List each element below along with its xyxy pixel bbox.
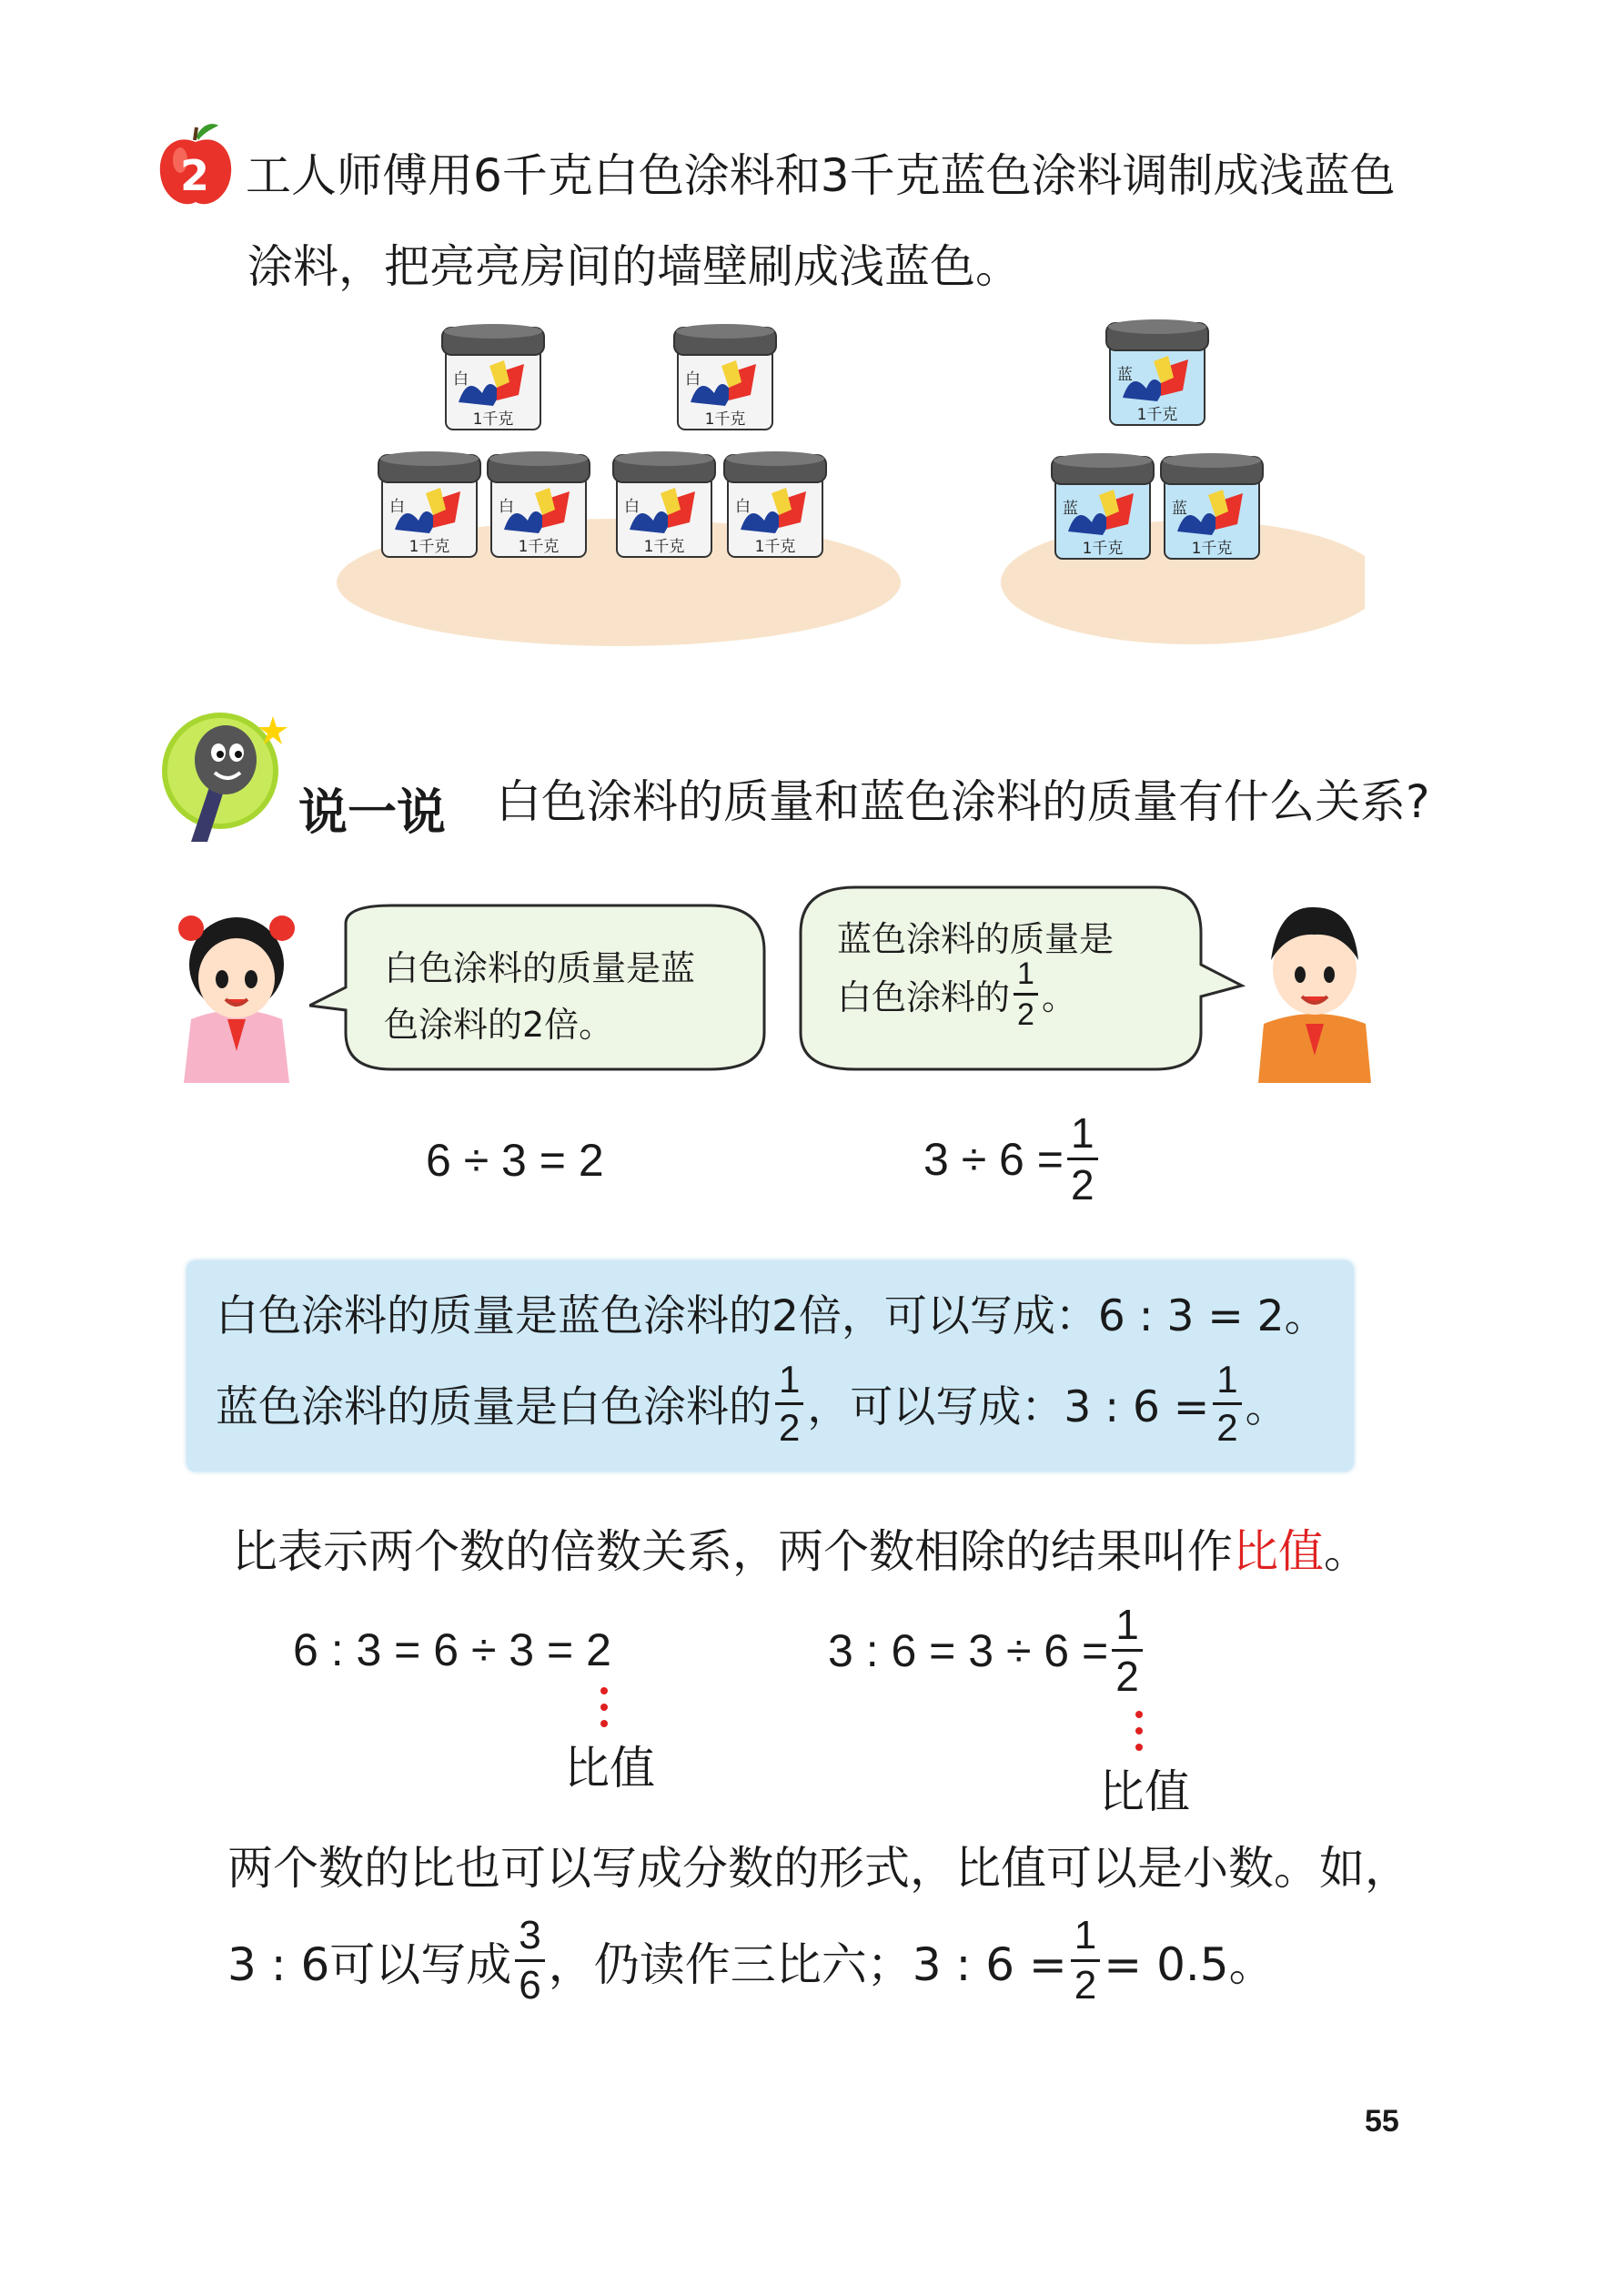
fraction-denominator: 6 — [519, 1963, 541, 2008]
can-weight-label: 1千克 — [472, 410, 514, 429]
can-color-label: 蓝 — [1172, 500, 1187, 518]
equation-3-div-6 — [923, 1109, 1102, 1209]
fraction-numerator: 1 — [1071, 1916, 1100, 1962]
paint-cans-illustration — [328, 319, 1365, 646]
can-color-label: 白 — [453, 370, 469, 389]
microphone-mascot-icon — [155, 705, 291, 851]
fraction-denominator: 2 — [1070, 1161, 1094, 1209]
equation-6-div-3: 6 ÷ 3 = 2 — [426, 1135, 604, 1186]
closing-line-2 — [227, 1913, 1275, 2008]
summary-line-2-text-a: 蓝色涂料的质量是白色涂料的 — [216, 1382, 772, 1432]
boy-bubble-fraction — [1014, 958, 1038, 1030]
girl-bubble-line-1: 白色涂料的质量是蓝 — [384, 948, 696, 988]
fraction-denominator: 2 — [1074, 1963, 1097, 2008]
blue-paint-can — [1161, 453, 1263, 559]
blue-paint-can — [1106, 319, 1208, 425]
closing-line-2-text-c: = 0.5。 — [1104, 1937, 1275, 1991]
boy-bubble-line-2: 白色涂料的 — [837, 977, 1011, 1017]
closing-line-2-text-a: 3 : 6可以写成 — [227, 1937, 512, 1991]
can-color-label: 蓝 — [1063, 500, 1078, 518]
fraction-denominator: 2 — [1115, 1653, 1139, 1700]
boy-bubble-line-1: 蓝色涂料的质量是 — [837, 919, 1115, 959]
problem-number-apple — [155, 120, 237, 211]
fraction-numerator: 1 — [1112, 1603, 1143, 1652]
definition-highlight-term: 比值 — [1233, 1525, 1324, 1578]
ratio-example-2 — [828, 1601, 1146, 1700]
fraction-denominator: 2 — [1216, 1406, 1238, 1449]
ratio-example-2-text: 3 : 6 = 3 ÷ 6 = — [828, 1624, 1109, 1676]
ratio-definition — [232, 1525, 1369, 1578]
girl-bubble-line-2: 色涂料的2倍。 — [384, 1005, 614, 1045]
girl-illustration — [173, 892, 300, 1083]
ratio-example-1-dots — [599, 1684, 610, 1738]
boy-speech-bubble — [792, 878, 1246, 1083]
can-weight-label: 1千克 — [518, 538, 560, 556]
definition-end: 。 — [1324, 1525, 1369, 1578]
can-weight-label: 1千克 — [643, 538, 685, 556]
ratio-example-2-dots — [1134, 1707, 1145, 1762]
fraction-numerator: 1 — [1014, 958, 1038, 996]
can-color-label: 白 — [685, 370, 701, 389]
equation-3-div-6-fraction — [1067, 1109, 1098, 1209]
girl-speech-bubble — [309, 896, 773, 1078]
equation-3-div-6-left: 3 ÷ 6 = — [923, 1133, 1064, 1185]
page-number: 55 — [1365, 2104, 1399, 2139]
closing-fraction-3-6 — [515, 1913, 544, 2008]
can-weight-label: 1千克 — [1191, 540, 1233, 558]
problem-line-2: 涂料，把亮亮房间的墙壁刷成浅蓝色。 — [247, 240, 1021, 293]
fraction-numerator: 1 — [1067, 1112, 1098, 1160]
shuoyishuo-heading: 说一说 — [298, 784, 446, 841]
white-paint-can — [488, 451, 590, 557]
summary-line-2-end: 。 — [1245, 1382, 1288, 1432]
fraction-numerator: 3 — [515, 1916, 544, 1962]
definition-text: 比表示两个数的倍数关系，两个数相除的结果叫作 — [232, 1525, 1233, 1578]
closing-fraction-1-2 — [1071, 1913, 1100, 2008]
closing-line-2-text-b: ，仍读作三比六；3 : 6 = — [548, 1937, 1067, 1991]
can-color-label: 白 — [499, 498, 514, 516]
shuoyishuo-question: 白色涂料的质量和蓝色涂料的质量有什么关系? — [496, 775, 1430, 828]
white-paint-can — [724, 451, 826, 557]
blue-paint-can — [1052, 453, 1154, 559]
fraction-denominator: 2 — [779, 1406, 801, 1449]
can-color-label: 白 — [389, 498, 405, 516]
fraction-numerator: 1 — [1213, 1360, 1241, 1405]
can-weight-label: 1千克 — [754, 538, 796, 556]
closing-line-1: 两个数的比也可以写成分数的形式，比值可以是小数。如， — [227, 1842, 1410, 1895]
can-color-label: 白 — [624, 498, 640, 516]
ratio-example-2-fraction — [1112, 1601, 1143, 1700]
can-color-label: 蓝 — [1117, 366, 1133, 384]
can-weight-label: 1千克 — [1136, 406, 1178, 424]
ratio-example-1-label: 比值 — [564, 1742, 655, 1795]
boy-bubble-end: 。 — [1041, 977, 1076, 1017]
ratio-example-2-label: 比值 — [1099, 1765, 1190, 1818]
summary-line-2-text-b: ，可以写成：3 : 6 = — [807, 1382, 1210, 1432]
summary-line-1: 白色涂料的质量是蓝色涂料的2倍，可以写成：6 : 3 = 2。 — [216, 1291, 1327, 1341]
can-weight-label: 1千克 — [1082, 540, 1124, 558]
summary-fraction-1 — [775, 1360, 803, 1447]
white-paint-can — [378, 451, 480, 557]
can-weight-label: 1千克 — [704, 410, 746, 429]
can-color-label: 白 — [735, 498, 751, 516]
fraction-denominator: 2 — [1017, 997, 1034, 1032]
boy-illustration — [1251, 887, 1378, 1083]
fraction-numerator: 1 — [775, 1360, 803, 1405]
can-weight-label: 1千克 — [409, 538, 450, 556]
summary-box — [187, 1260, 1354, 1472]
ratio-example-1: 6 : 3 = 6 ÷ 3 = 2 — [293, 1624, 611, 1675]
white-paint-can — [674, 324, 776, 430]
problem-line-1: 工人师傅用6千克白色涂料和3千克蓝色涂料调制成浅蓝色 — [246, 149, 1396, 202]
problem-number: 2 — [180, 151, 210, 200]
white-paint-can — [442, 324, 544, 430]
summary-fraction-2 — [1213, 1360, 1241, 1447]
summary-line-2 — [216, 1360, 1288, 1447]
white-paint-can — [613, 451, 715, 557]
